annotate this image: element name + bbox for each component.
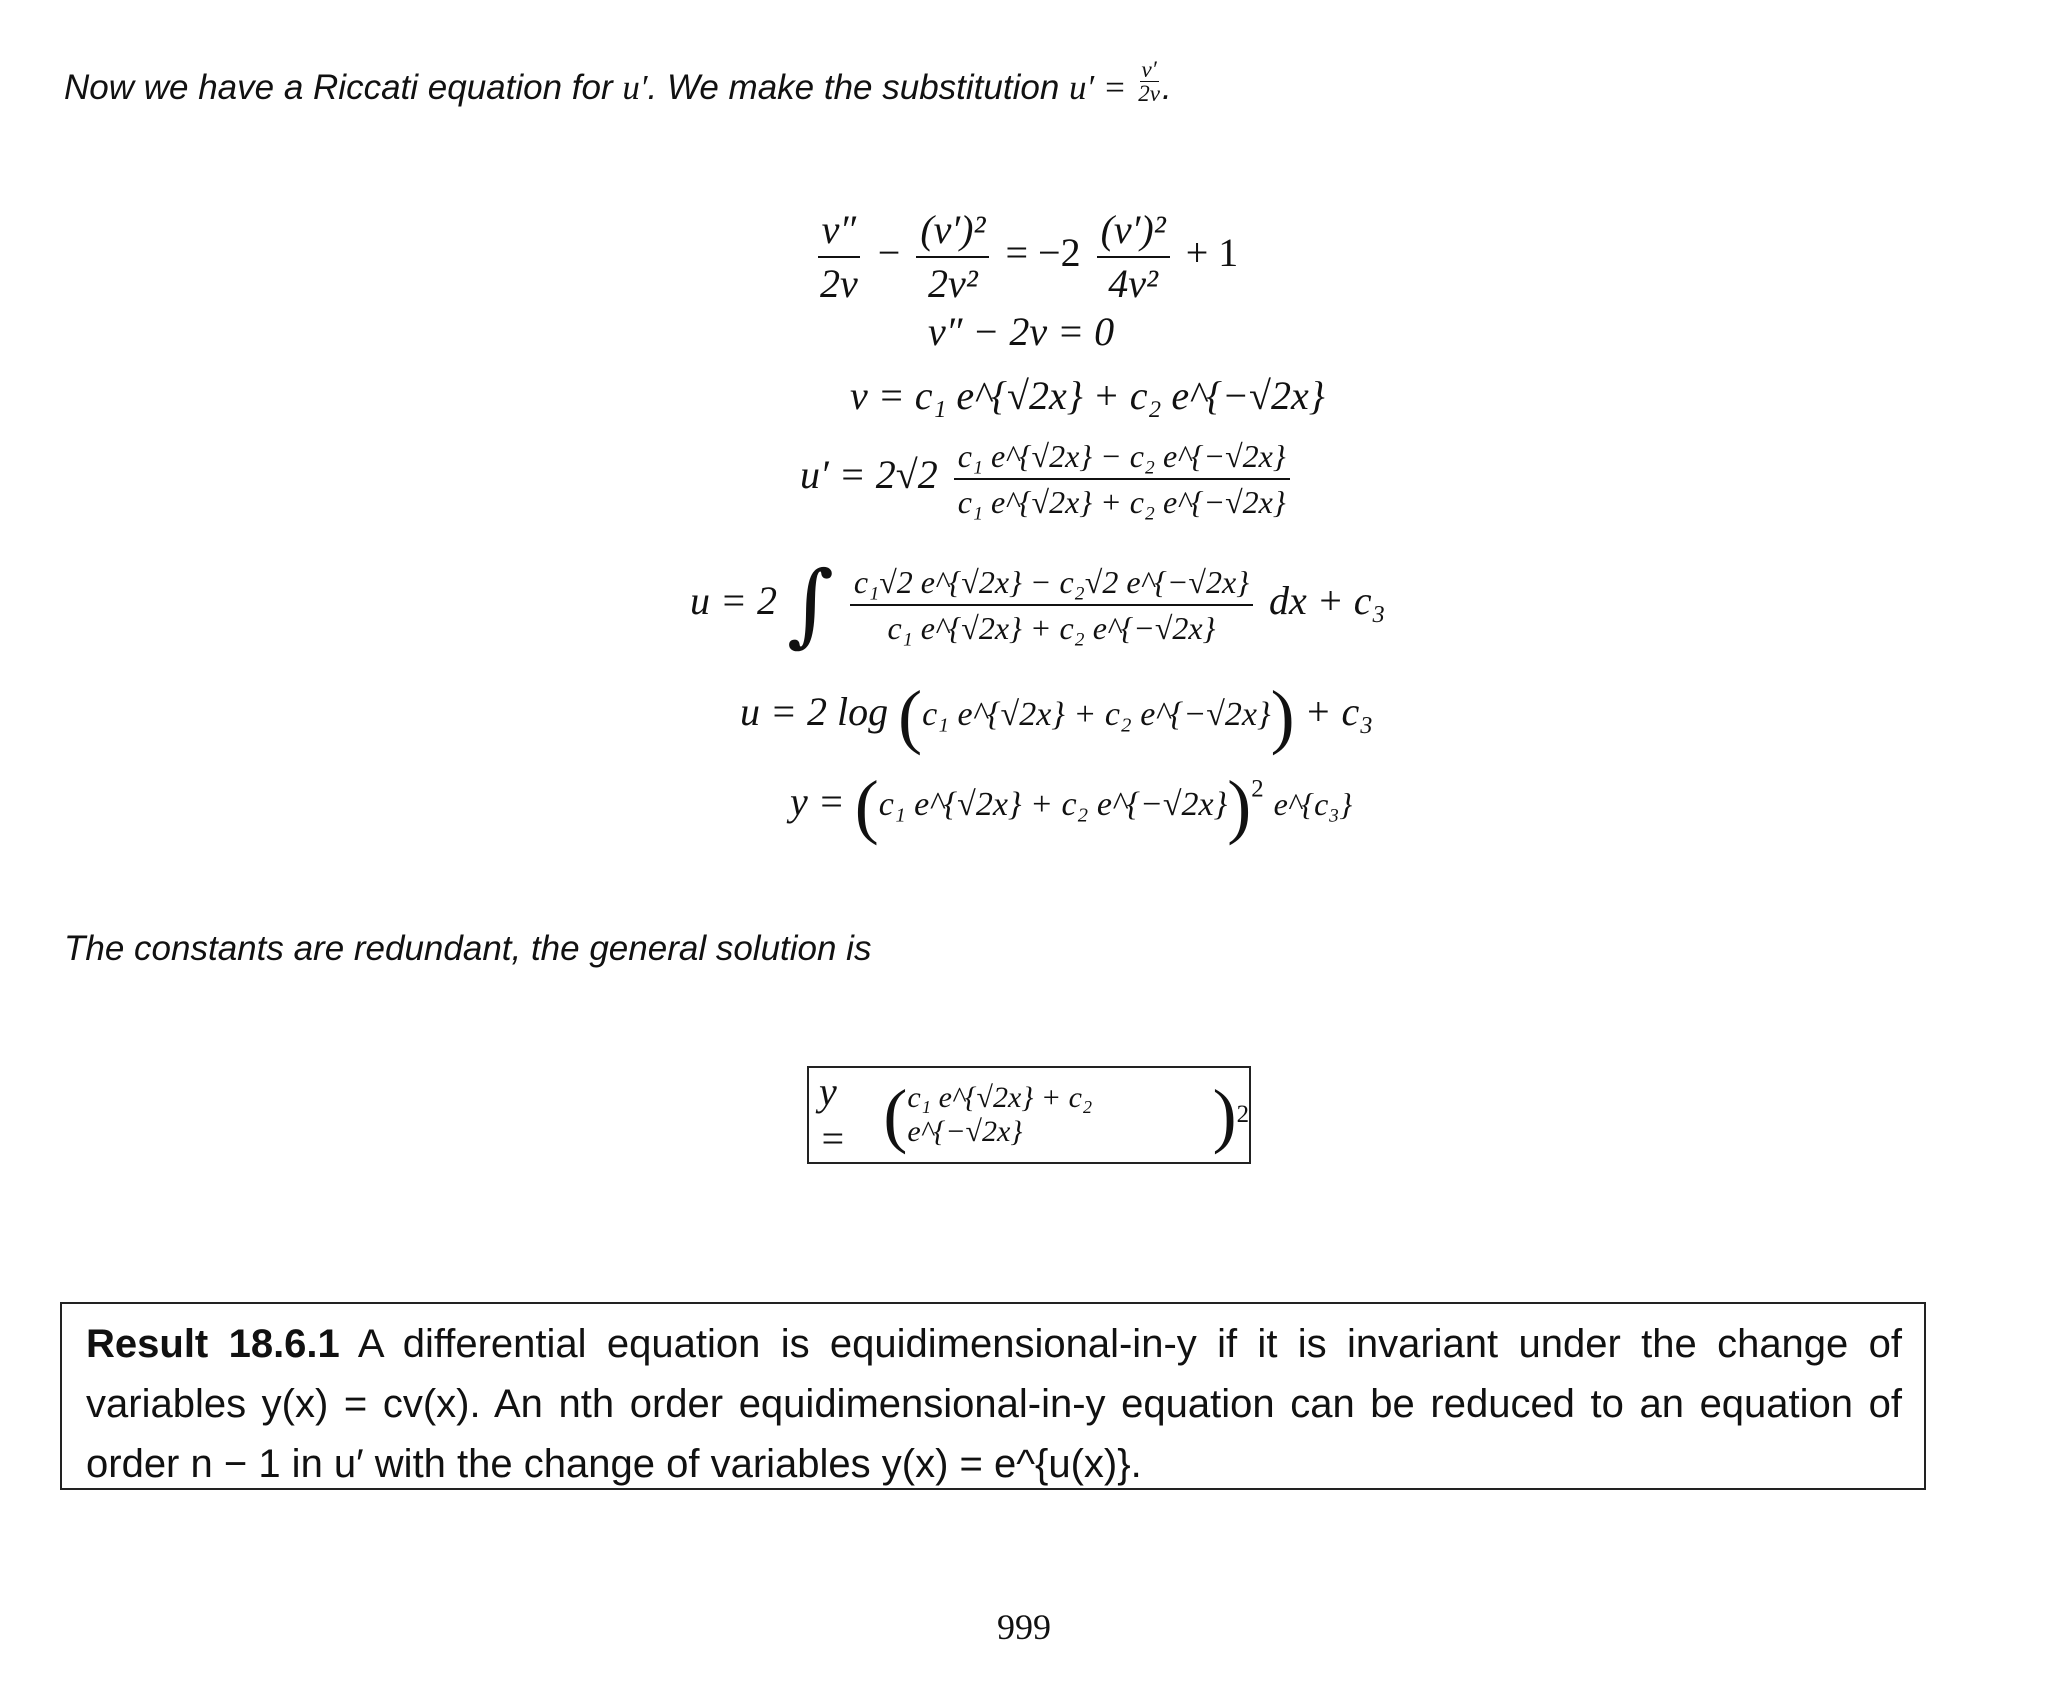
page-number: 999: [997, 1607, 1051, 1647]
equation-4: [800, 440, 1296, 518]
eq7-lhs: y =: [790, 779, 845, 825]
eq7-tail: e^{c₃}: [1273, 786, 1353, 823]
intro-text-before: Now we have a Riccati equation for: [64, 67, 623, 107]
equation-2: v″ − 2v = 0: [928, 309, 1115, 354]
integral-sign: ∫: [787, 552, 834, 657]
equation-1: [810, 207, 1239, 306]
eq5-lhs: u = 2: [690, 578, 777, 624]
intro-substitution-lhs: u′ =: [1069, 67, 1127, 107]
result-box: [60, 1302, 1926, 1490]
eq1-equals: = −2: [1005, 230, 1081, 276]
result-text: A differential equation is equidimensional-in-y if it is invariant under the change of variables y(x) = cv(x). An nth order equidimensional-in-y equation can be reduced to an equation of order n − 1 in u′ with the change of variables y(x) = e^{u(x)}.: [86, 1322, 1902, 1486]
eq1-fraction-2: [916, 207, 989, 306]
eq5-num: c₁√2 e^{√2x} − c₂√2 e^{−√2x}: [850, 566, 1253, 606]
intro-sub-denominator: 2v: [1138, 81, 1160, 106]
right-paren: ): [1212, 1074, 1237, 1155]
eq1-f3-den: 4v²: [1108, 261, 1159, 306]
equation-7: [790, 766, 1353, 846]
eq4-lhs: u′ = 2√2: [800, 452, 938, 498]
intro-sub-numerator: v′: [1141, 57, 1157, 82]
equation-6: [740, 676, 1374, 756]
intro-end: .: [1162, 67, 1172, 107]
left-paren: (: [854, 766, 879, 846]
left-paren: (: [883, 1074, 908, 1155]
eq5-tail: dx + c₃: [1268, 578, 1386, 624]
eq1-f1-den: 2v: [820, 261, 858, 306]
eq5-den: c₁ e^{√2x} + c₂ e^{−√2x}: [887, 610, 1216, 646]
eq6-lhs: u = 2 log: [740, 689, 889, 735]
eq1-f3-num: (v′)²: [1097, 210, 1170, 258]
intro-text-middle: . We make the substitution: [647, 67, 1070, 107]
redundant-text: The constants are redundant, the general solution is: [64, 929, 872, 968]
boxed-solution: y = ( c₁ e^{√2x} + c₂ e^{−√2x} ) 2: [807, 1066, 1251, 1164]
eq6-tail: + c₃: [1304, 689, 1374, 735]
eq7-inner: c₁ e^{√2x} + c₂ e^{−√2x}: [878, 786, 1228, 824]
eq1-fraction-1: [816, 207, 862, 306]
intro-substitution-fraction: [1136, 58, 1162, 105]
intro-u-prime: u′: [622, 67, 648, 107]
eq5-fraction: [850, 566, 1253, 644]
equation-3: [850, 373, 1325, 418]
eq6-inner: c₁ e^{√2x} + c₂ e^{−√2x}: [922, 696, 1271, 734]
eq4-fraction: [954, 440, 1290, 518]
boxed-inner: c₁ e^{√2x} + c₂ e^{−√2x}: [907, 1081, 1093, 1148]
equation-block: [0, 190, 2048, 870]
equation-5: [690, 552, 1386, 657]
eq1-f2-den: 2v²: [928, 261, 978, 306]
eq1-f1-num: v″: [818, 210, 860, 258]
right-paren: ): [1270, 676, 1295, 756]
intro-text: [64, 57, 1172, 113]
eq7-power: 2: [1251, 775, 1264, 803]
result-label: Result 18.6.1: [86, 1322, 340, 1366]
eq1-fraction-3: [1097, 207, 1170, 306]
eq4-den: c₁ e^{√2x} + c₂ e^{−√2x}: [957, 484, 1286, 520]
left-paren: (: [898, 676, 923, 756]
eq1-minus: −: [877, 230, 901, 276]
eq4-num: c₁ e^{√2x} − c₂ e^{−√2x}: [954, 440, 1290, 480]
eq3-rhs: c₁ e^{√2x} + c₂ e^{−√2x}: [914, 373, 1325, 418]
eq1-tail: + 1: [1185, 230, 1239, 276]
eq1-f2-num: (v′)²: [916, 210, 989, 258]
right-paren: ): [1227, 766, 1252, 846]
eq3-lhs: v =: [850, 373, 905, 418]
boxed-lhs: y =: [819, 1069, 846, 1161]
